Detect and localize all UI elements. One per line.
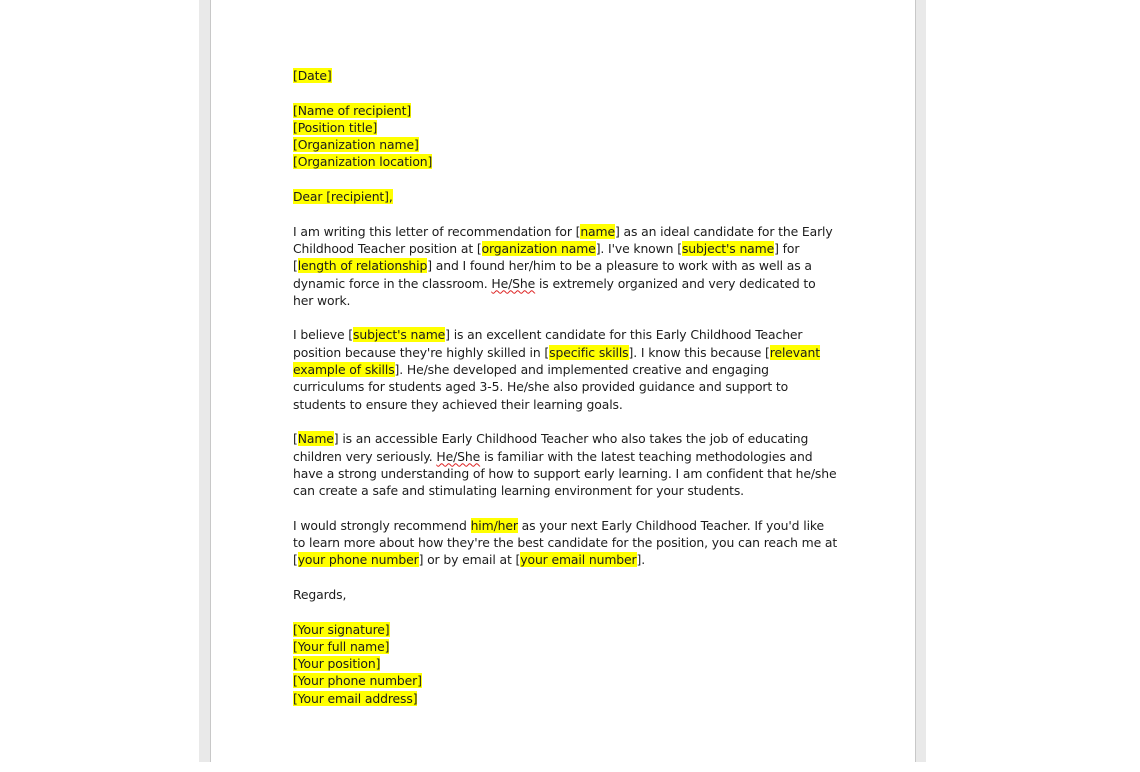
specific-skills-placeholder: specific skills (549, 344, 629, 360)
length-of-relationship-placeholder: length of relationship (297, 258, 428, 274)
signature-placeholder: [Your signature] (293, 621, 390, 637)
subject-name-placeholder: subject's name (681, 240, 775, 256)
document-page[interactable] (211, 0, 915, 762)
relevant-example-placeholder: relevant example of skills (293, 344, 820, 378)
date-placeholder: [Date] (293, 68, 332, 83)
page-gutter-left (199, 0, 211, 762)
paragraph-4: I would strongly recommend him/her as your next Early Childhood Teacher. If you'd like to learn more about how they're the best candidate for the position, you can reach me at [your phone number] or by email at [your email number]. (293, 517, 838, 568)
email-placeholder: your email number (520, 552, 637, 568)
organization-name-placeholder: [Organization name] (293, 137, 419, 153)
full-name-placeholder: [Your full name] (293, 638, 390, 654)
paragraph-3: [Name] is an accessible Early Childhood Teacher who also takes the job of educating children very seriously. He/She is familiar with the latest teaching methodologies and have a strong understanding of how to support early learning. I am confident that he/she can create a safe and stimulating learning environment for your students. (293, 431, 837, 499)
paragraph-1: I am writing this letter of recommendation for [name] as an ideal candidate for the Early Childhood Teacher position at [organization name]. I've known [subject's name] for [length of relationship] and I found her/him to be a pleasure to work with as well as a dynamic force in the classroom. He/She is extremely organized and very dedicated to her work. (293, 223, 833, 308)
your-email-placeholder: [Your email address] (293, 690, 418, 706)
position-title-placeholder: [Position title] (293, 119, 378, 135)
organization-location-placeholder: [Organization location] (293, 154, 433, 170)
name-placeholder: name (580, 223, 615, 239)
phone-number-placeholder: your phone number (297, 552, 419, 568)
paragraph-2: I believe [subject's name] is an excellent candidate for this Early Childhood Teacher position because they're highly skilled in [specific skills]. I know this because [relevant example of skills]. He/she developed and implemented creative and engaging curriculums for students aged 3-5. He/she also provided guidance and support to students to ensure they achieved their learning goals. (293, 327, 820, 412)
closing: Regards, (293, 586, 347, 602)
recipient-name-placeholder: [Name of recipient] (293, 102, 412, 118)
letter-body[interactable] (293, 67, 838, 707)
pronoun-placeholder: him/her (470, 517, 518, 533)
page-gutter-right (915, 0, 926, 762)
organization-name-inline-placeholder: organization name (481, 240, 596, 256)
your-phone-placeholder: [Your phone number] (293, 673, 422, 689)
salutation: Dear [recipient], (293, 189, 393, 205)
subject-name-placeholder: subject's name (353, 327, 446, 343)
your-position-placeholder: [Your position] (293, 656, 381, 672)
name-placeholder: Name (297, 431, 334, 447)
spellcheck-flagged-word: He/She (491, 275, 536, 291)
spellcheck-flagged-word: He/She (436, 448, 481, 464)
